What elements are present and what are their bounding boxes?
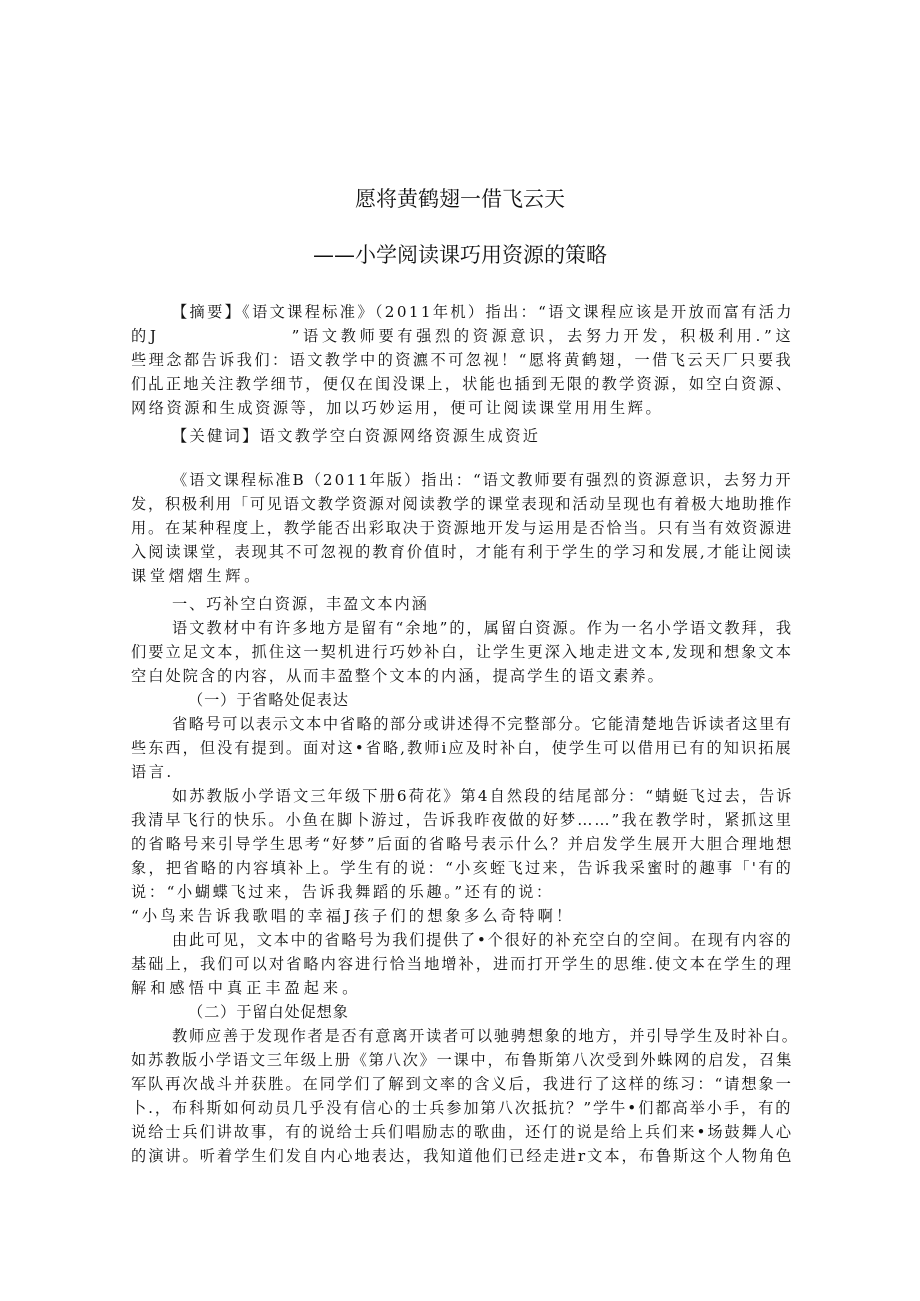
- text-line: 语言.: [131, 763, 174, 781]
- text-line: 【摘要】《语文课程标准》（2011年机）指出：“语文课程应该是开放而富有活力: [172, 303, 794, 321]
- text-line: 解和感悟中真正丰盈起来。: [131, 979, 362, 997]
- text-line: 省略号可以表示文本中省略的部分或讲述得不完整部分。它能清楚地告诉读者这里有: [172, 715, 793, 733]
- text-line: 网络资源和生成资源等，加以巧妙运用，便可让阅读课堂用用生辉。: [131, 399, 664, 417]
- text-line: 些东西，但没有提到。面对这•省略,教师i应及时补白，使学生可以借用已有的知识拓展: [131, 739, 793, 757]
- text-line: 我清早飞行的快乐。小鱼在脚卜游过，告诉我昨夜做的好梦……”我在教学时，紧抓这里: [131, 811, 793, 829]
- text-line: “小鸟来告诉我歌唱的幸福J孩子们的想象多么奇特啊！: [131, 907, 575, 925]
- text-line: 《语文课程标准B（2011年版）指出：“语文教师要有强烈的资源意识，去努力开: [172, 471, 793, 489]
- text-line: 基础上，我们可以对省略内容进行恰当地增补，进而打开学生的思维.使文本在学生的理: [131, 955, 794, 973]
- text-line: 空白处院含的内容，从而丰盈整个文本的内涵，提高学生的语文素养。: [131, 667, 665, 685]
- text-line: 的J ”语文教师要有强烈的资源意识，去努力开发，积极利用.”这: [131, 327, 795, 345]
- document-title: 愿将黄鹤翅一借飞云天: [355, 187, 565, 211]
- text-line: 军队再次战斗并获胜。在同学们了解到文率的含义后，我进行了这样的练习：“请想象一: [131, 1075, 793, 1093]
- text-line: 说给士兵们讲故事，有的说给士兵们唱励志的歌曲，还仃的说是给上兵们来•场鼓舞人心: [131, 1123, 794, 1141]
- text-line: 教师应善于发现作者是否有意离开读者可以驰骋想象的地方，并引导学生及时补白。: [172, 1027, 799, 1045]
- text-line: 说：“小蝴蝶飞过来，告诉我舞蹈的乐趣。”还有的说：: [131, 883, 554, 901]
- text-line: （二）于留白处促想象: [188, 1003, 349, 1021]
- text-line: 一、巧补空白资源，丰盈文本内涵: [172, 595, 429, 613]
- text-line: 课堂熠熠生辉。: [131, 567, 263, 585]
- text-line: （一）于省略处促表达: [188, 691, 349, 709]
- text-line: 象，把省略的内容填补上。学生有的说：“小亥蛭飞过来，告诉我采蜜时的趣事「'有的: [131, 859, 794, 877]
- text-line: 的演讲。听着学生们发自内心地表达，我知道他们已经走进r文本，布鲁斯这个人物角色: [131, 1147, 794, 1165]
- text-line: 卜.，布科斯如何动员几乎没有信心的士兵参加第八次抵抗？”学牛•们都高举小手，有的: [131, 1099, 793, 1117]
- text-line: 语文教材中有许多地方是留有“余地”的，属留白资源。作为一名小学语文教拜，我: [172, 619, 794, 637]
- text-line: 的省略号来引导学生思考“好梦”后面的省略号表示什么？并启发学生展开大胆合理地想: [131, 835, 794, 853]
- text-line: 用。在某种程度上，教学能否出彩取决于资源地开发与运用是否恰当。只有当有效资源进: [131, 519, 794, 537]
- text-line: 如苏教版小学语文三年级上册《第八次》一课中，布鲁斯第八次受到外蛛网的启发，召集: [131, 1051, 794, 1069]
- text-line: 们要立足文本，抓住这一契机进行巧妙补白，让学生更深入地走进文本,发现和想象文本: [131, 643, 794, 661]
- document-subtitle: ——小学阅读课巧用资源的策略: [313, 243, 607, 267]
- text-line: 入阅读课堂，表现其不可忽视的教育价值时，才能有利于学生的学习和发展,才能让阅读: [131, 543, 794, 561]
- text-line: 如苏教版小学语文三年级下册6荷花》第4自然段的结尾部分：“蜻蜓飞过去，告诉: [172, 787, 794, 805]
- text-line: 们乩正地关注教学细节，便仅在闺没课上，状能也插到无限的教学资源，如空白资源、: [131, 375, 794, 393]
- text-line: 【关健词】语文教学空白资源网络资源生成资近: [172, 427, 541, 445]
- text-line: 发，积极利用「可见语文教学资源对阅读教学的课堂表现和活动呈现也有着极大地助推作: [131, 495, 794, 513]
- text-line: 由此可见，文本中的省略号为我们提供了•个很好的补充空白的空间。在现有内容的: [172, 931, 793, 949]
- text-line: 些理念都告诉我们：语文教学中的资瀌不可忽视！“愿将黄鹤翅，一借飞云天厂只要我: [131, 351, 794, 369]
